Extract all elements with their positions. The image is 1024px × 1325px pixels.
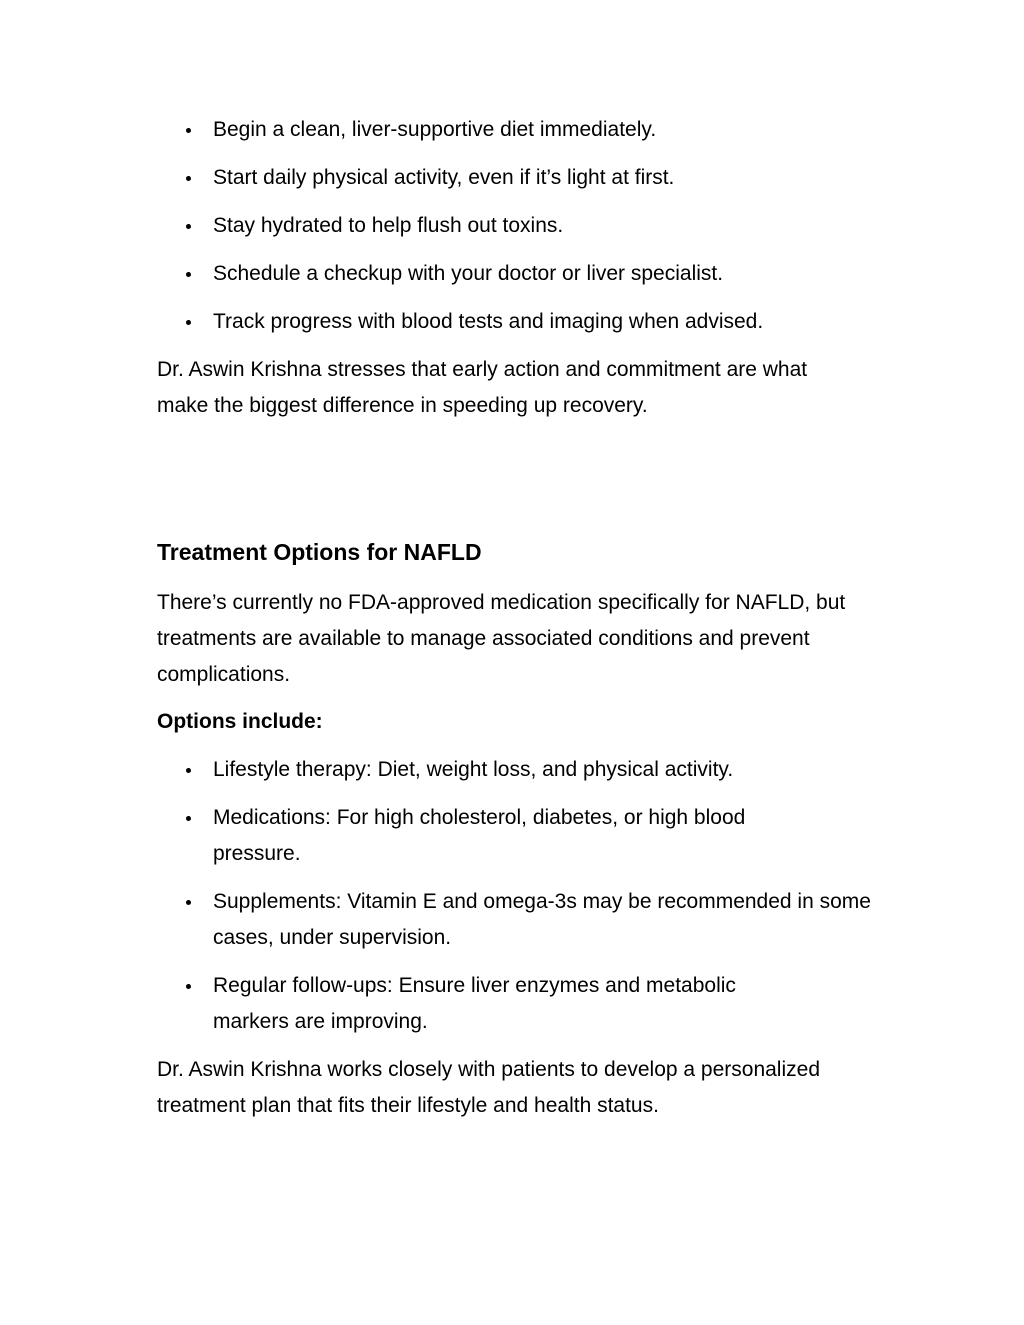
recovery-closing-paragraph: Dr. Aswin Krishna stresses that early action and commitment are what make the biggest difference in speeding up recovery. [157,358,808,417]
section-heading: Treatment Options for NAFLD [157,539,482,565]
bullet-icon [186,224,191,229]
bullet-icon [186,984,191,989]
list-item: Schedule a checkup with your doctor or liver specialist. [157,256,877,292]
bullet-icon [186,816,191,821]
bullet-icon [186,128,191,133]
intro-paragraph: There’s currently no FDA-approved medication specifically for NAFLD, but treatments are available to manage associated conditions and prevent complications. [157,591,846,686]
list-item: Stay hydrated to help flush out toxins. [157,208,877,244]
bullet-icon [186,272,191,277]
bullet-icon [186,768,191,773]
list-item: Regular follow-ups: Ensure liver enzymes and metabolic markers are improving. [157,968,877,1040]
options-label: Options include: [157,710,323,733]
list-item: Medications: For high cholesterol, diabetes, or high blood pressure. [157,800,877,872]
list-item: Supplements: Vitamin E and omega-3s may be recommended in some cases, under supervision. [157,884,877,956]
bullet-icon [186,900,191,905]
list-item: Begin a clean, liver-supportive diet immediately. [157,112,877,148]
list-item: Start daily physical activity, even if it’s light at first. [157,160,877,196]
treatment-closing-paragraph: Dr. Aswin Krishna works closely with patients to develop a personalized treatment plan that fits their lifestyle and health status. [157,1058,820,1117]
treatment-options-list [157,752,877,1052]
list-item: Track progress with blood tests and imaging when advised. [157,304,877,340]
bullet-icon [186,176,191,181]
bullet-icon [186,320,191,325]
recovery-steps-list [157,112,877,352]
list-item: Lifestyle therapy: Diet, weight loss, and physical activity. [157,752,877,788]
